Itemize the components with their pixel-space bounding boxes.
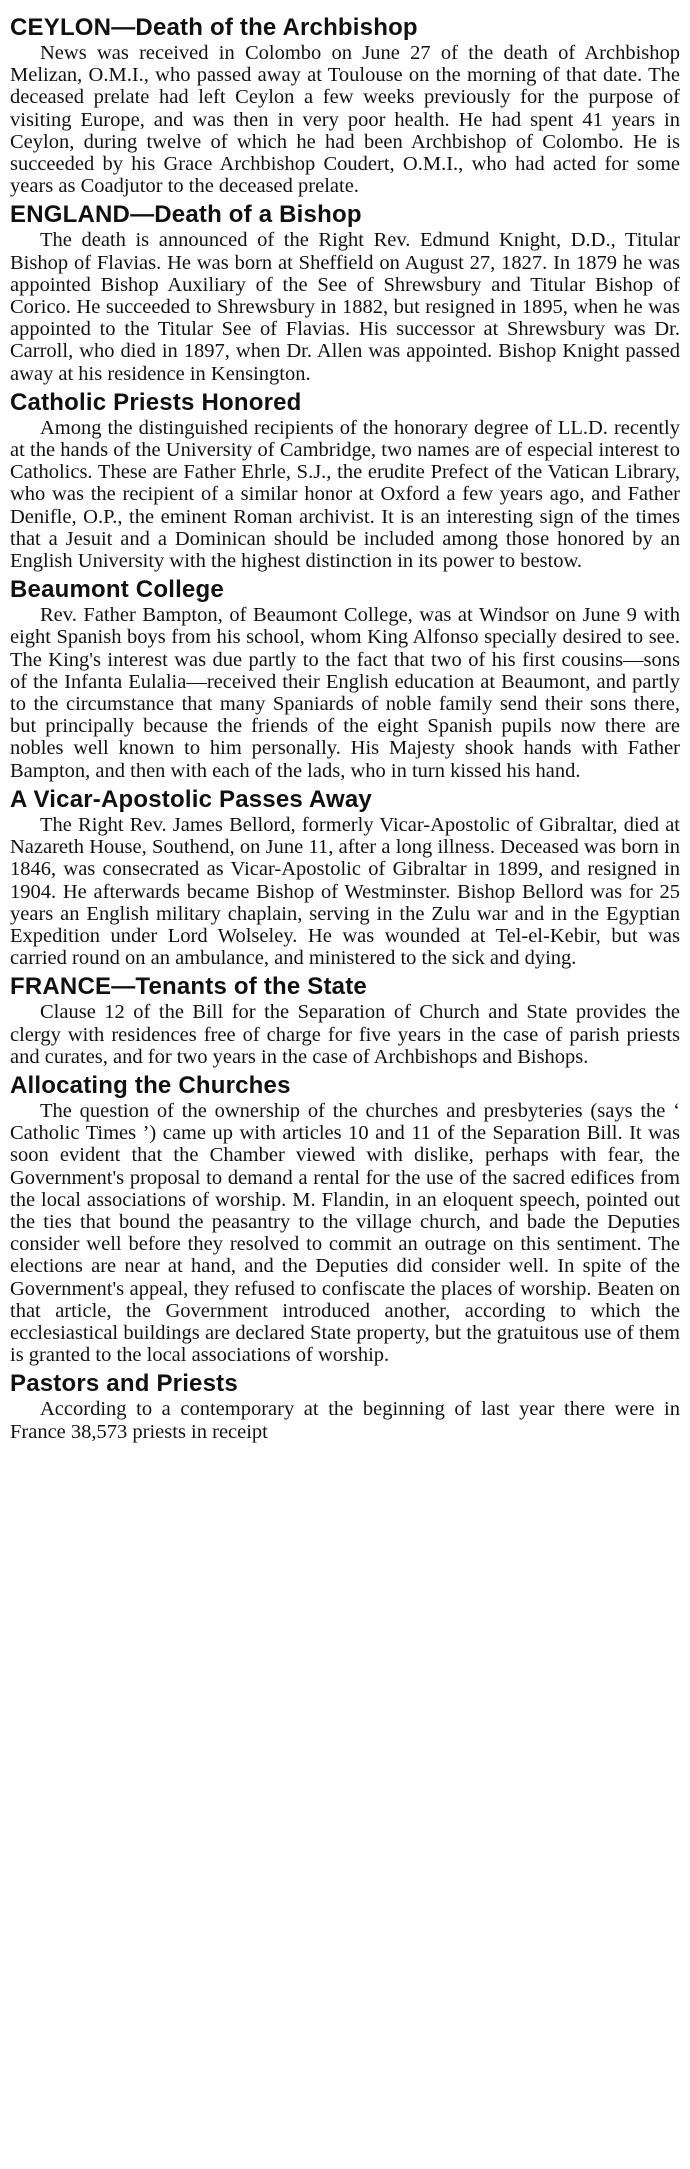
article-body: According to a contemporary at the beginning of last year there were in France 38,573 priests in receipt [10,1398,680,1443]
article-heading: Allocating the Churches [10,1071,291,1099]
article-england [10,201,680,384]
article-heading: A Vicar-Apostolic Passes Away [10,785,372,813]
article-catholic-priests-honored [10,389,680,572]
article-heading: Beaumont College [10,576,224,604]
article-body: The question of the ownership of the churches and presbyteries (says the ‘ Catholic Times ’) came up with articles 10 and 11 of the Separation Bill. It was soon evident that the Chamber viewed with dislike, perhaps with fear, the Government's proposal to demand a rental for the use of the sacred edifices from the local associations of worship. M. Flandin, in an eloquent speech, pointed out the ties that bound the peasantry to the village church, and bade the Deputies consider well before they resolved to commit an outrage on this sentiment. The elections are near at hand, and the Deputies did consider well. In spite of the Government's appeal, they refused to confiscate the places of worship. Beaten on that article, the Government introduced another, according to which the ecclesiastical buildings are declared State property, but the gratuitous use of them is granted to the local associations of worship. [10,1099,680,1367]
article-body: Rev. Father Bampton, of Beaumont College, was at Windsor on June 9 with eight Spanish boys from his school, whom King Alfonso specially desired to see. The King's interest was due partly to the fact that two of his first cousins—sons of the Infanta Eulalia—received their English education at Beaumont, and partly to the circumstance that many Spaniards of noble family send their sons there, but principally because the friends of the eight Spanish pupils now there are nobles well known to him personally. His Majesty shook hands with Father Bampton, and then with each of the lads, who in turn kissed his hand. [10,604,680,782]
article-body: News was received in Colombo on June 27 of the death of Archbishop Melizan, O.M.I., who passed away at Toulouse on the morning of that date. The deceased prelate had left Ceylon a few weeks previously for the purpose of visiting Europe, and was then in very poor health. He had spent 41 years in Ceylon, during twelve of which he had been Archbishop of Colombo. He is succeeded by his Grace Archbishop Coudert, O.M.I., who had acted for some years as Coadjutor to the deceased prelate. [10,42,680,198]
article-body: Among the distinguished recipients of the honorary degree of LL.D. recently at the hands of the University of Cambridge, two names are of especial interest to Catholics. These are Father Ehrle, S.J., the erudite Prefect of the Vatican Library, who was the recipient of a similar honor at Oxford a few years ago, and Father Denifle, O.P., the eminent Roman archivist. It is an interesting sign of the times that a Jesuit and a Dominican should be included among those honored by an English University with the highest distinction in its power to bestow. [10,416,680,573]
article-pastors-and-priests [10,1370,680,1442]
article-vicar-apostolic [10,786,680,969]
article-heading: Pastors and Priests [10,1370,238,1398]
article-body: The death is announced of the Right Rev. Edmund Knight, D.D., Titular Bishop of Flavias. He was born at Sheffield on August 27, 1827. In 1879 he was appointed Bishop Auxiliary of the See of Shrewsbury and Titular Bishop of Corico. He succeeded to Shrewsbury in 1882, but resigned in 1895, when he was appointed to the Titular See of Flavias. His successor at Shrewsbury was Dr. Carroll, who died in 1897, when Dr. Allen was appointed. Bishop Knight passed away at his residence in Kensington. [10,229,680,385]
article-heading: FRANCE—Tenants of the State [10,973,367,1001]
article-allocating-churches [10,1072,680,1366]
article-heading: Catholic Priests Honored [10,388,302,416]
article-heading: CEYLON—Death of the Archbishop [10,14,418,41]
article-body: The Right Rev. James Bellord, formerly Vicar-Apostolic of Gibraltar, died at Nazareth House, Southend, on June 11, after a long illness. Deceased was born in 1846, was consecrated as Vicar-Apostolic of Gibraltar in 1899, and resigned in 1904. He afterwards became Bishop of Westminster. Bishop Bellord was for 25 years an English military chaplain, serving in the Zulu war and in the Egyptian Expedition under Lord Wolseley. He was wounded at Tel-el-Kebir, but was carried round on an ambulance, and ministered to the sick and dying. [10,813,680,970]
article-france-tenants [10,973,680,1068]
article-heading: ENGLAND—Death of a Bishop [10,201,362,229]
article-beaumont-college [10,576,680,782]
article-body: Clause 12 of the Bill for the Separation of Church and State provides the clergy with residences free of charge for five years in the case of parish priests and curates, and for two years in the case of Archbishops and Bishops. [10,1001,680,1068]
article-ceylon [10,14,680,197]
